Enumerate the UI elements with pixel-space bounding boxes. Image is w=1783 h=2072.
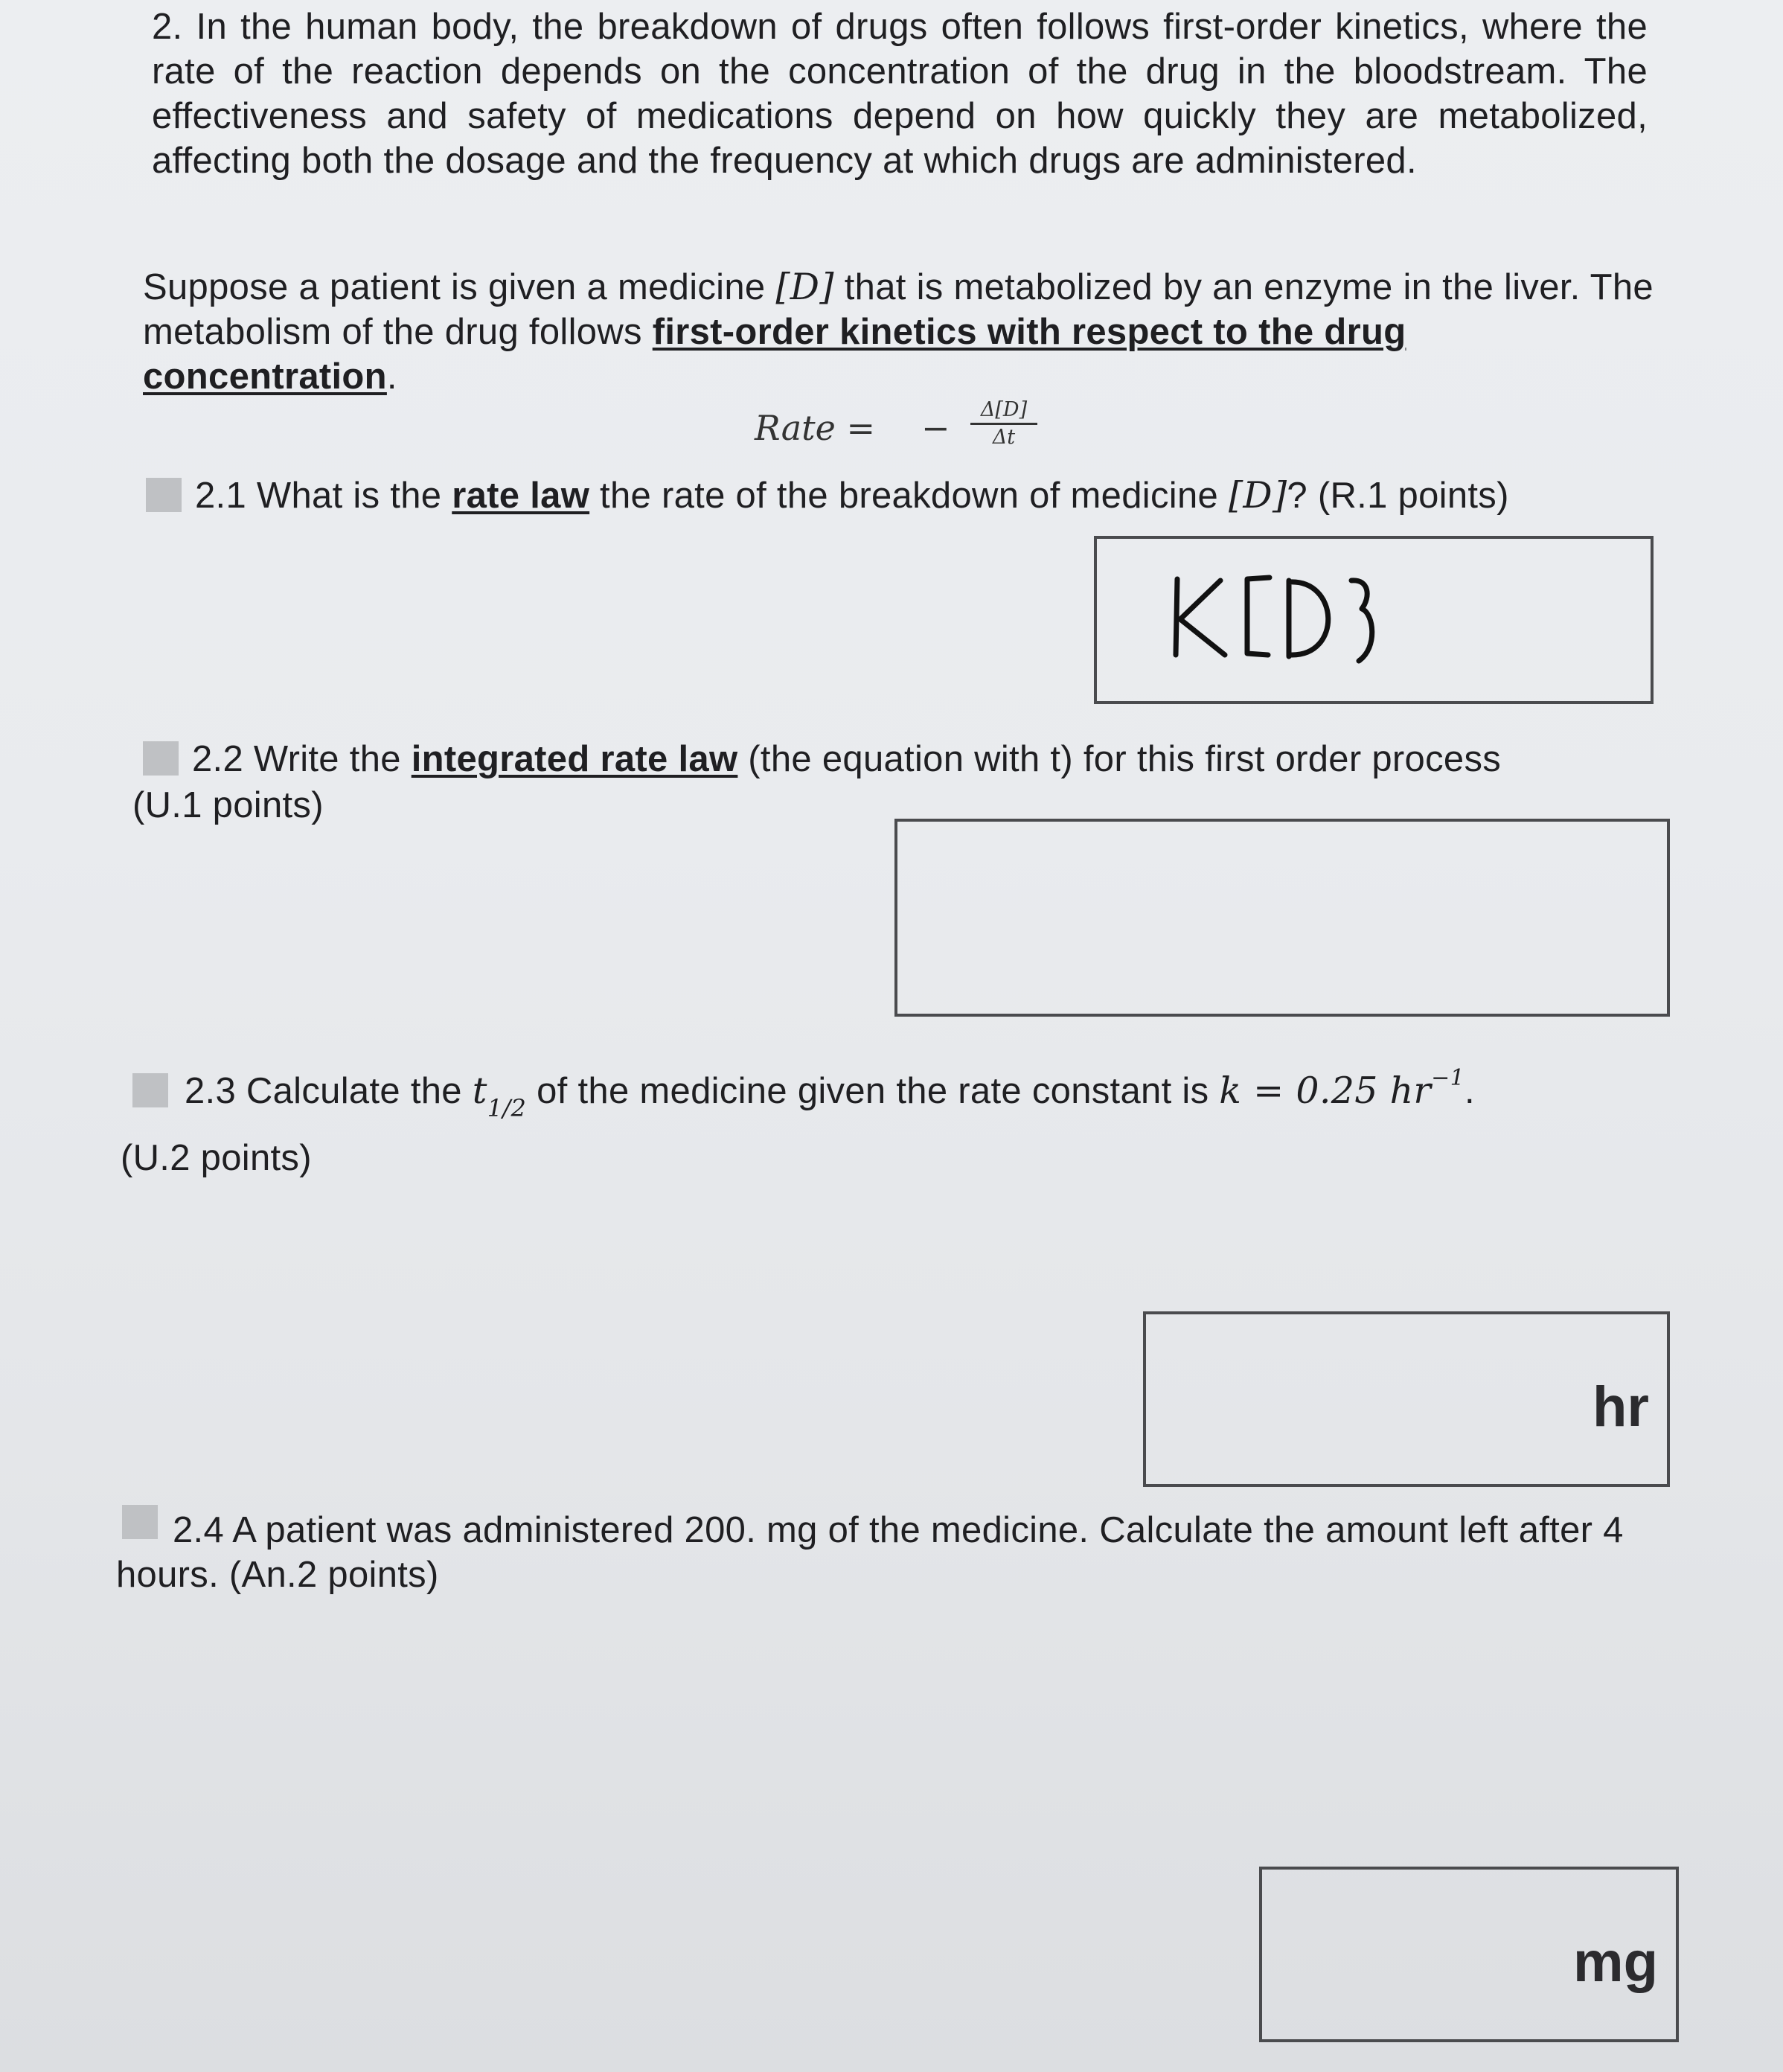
unit-label-mg: mg — [1573, 1931, 1658, 1994]
intro-paragraph: 2. In the human body, the breakdown of drugs often follows first-order kinetics, where the rate of the reaction depends on the concentration of the drug in the bloodstream. The effectiveness and safety of medications depend on how quickly they are metabolized, affecting both the dosage and the frequency at which drugs are administered. — [152, 7, 1648, 181]
question-2-2-text — [192, 737, 1651, 781]
rate-lhs: Rate = — [755, 408, 875, 448]
question-2-3-text — [185, 1065, 1658, 1122]
q21-prefix: 2.1 What is the — [195, 476, 452, 516]
rate-fraction — [970, 397, 1037, 450]
rate-law-emphasis: rate law — [452, 476, 590, 516]
scenario-text-start: Suppose a patient is given a medicine — [143, 267, 776, 307]
question-2-2-checkbox[interactable] — [143, 741, 179, 776]
rate-constant: k = 0.25 hr — [1219, 1069, 1432, 1112]
q23-end: . — [1464, 1071, 1475, 1111]
q21-variable: [D] — [1228, 474, 1287, 517]
q23-mid: of the medicine given the rate constant is — [537, 1071, 1220, 1111]
q21-suffix: ? (R.1 points) — [1287, 476, 1509, 516]
q23-prefix: 2.3 Calculate the — [185, 1071, 473, 1111]
answer-box-2-2[interactable] — [894, 819, 1670, 1017]
scenario-text-mid: that is metabolized by an enzyme in the liver. The metabolism of the drug follows — [143, 267, 1654, 352]
q22-prefix: 2.2 Write the — [192, 739, 412, 779]
scenario-paragraph — [143, 265, 1654, 399]
q22-suffix: (the equation with t) for this first order process — [737, 739, 1502, 779]
answer-box-2-1[interactable] — [1094, 536, 1654, 704]
unit-label-hr: hr — [1592, 1375, 1649, 1439]
question-2-1-checkbox[interactable] — [146, 478, 182, 512]
minus-sign: − — [921, 408, 950, 448]
first-order-emphasis: first-order kinetics with respect to the drug concentration — [143, 312, 1406, 397]
half-life-symbol: t — [472, 1069, 487, 1112]
fraction-numerator: Δ[D] — [970, 397, 1037, 425]
fraction-denominator: Δt — [992, 426, 1016, 449]
question-2-3-checkbox[interactable] — [132, 1073, 168, 1107]
question-2-4-text: 2.4 A patient was administered 200. mg of the medicine. Calculate the amount left after 4 hours. (An.2 points) — [116, 1510, 1624, 1595]
handwritten-answer — [1094, 536, 1654, 704]
integrated-rate-law-emphasis: integrated rate law — [411, 739, 738, 779]
half-life-subscript: 1/2 — [487, 1094, 527, 1122]
question-2-1-text — [195, 473, 1646, 518]
answer-box-2-4[interactable] — [1259, 1867, 1679, 2042]
answer-box-2-3[interactable] — [1143, 1311, 1670, 1487]
question-2-2-points: (U.1 points) — [132, 785, 324, 825]
scenario-text-end: . — [386, 356, 397, 397]
drug-variable: [D] — [775, 266, 834, 308]
question-2-3-points: (U.2 points) — [121, 1138, 312, 1178]
q21-mid: the rate of the breakdown of medicine — [589, 476, 1229, 516]
rate-constant-exponent: −1 — [1431, 1065, 1465, 1091]
